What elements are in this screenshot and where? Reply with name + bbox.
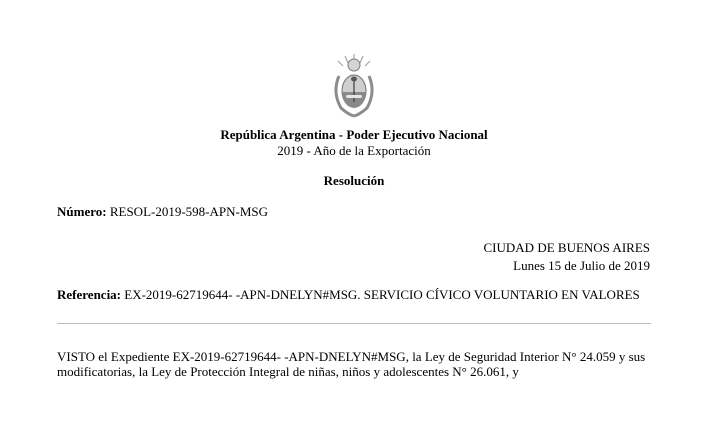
reference: [57, 287, 651, 302]
year-motto: 2019 - Año de la Exportación: [277, 143, 431, 158]
document-number-label: Número:: [57, 204, 107, 219]
date: Lunes 15 de Julio de 2019: [513, 258, 650, 273]
place-date-block: [484, 239, 650, 275]
issuer-title: República Argentina - Poder Ejecutivo Nacional: [220, 127, 488, 142]
document-type: Resolución: [323, 173, 385, 188]
visto-paragraph: VISTO el Expediente EX-2019-62719644- -APN-DNELYN#MSG, la Ley de Seguridad Interior N° 24.059 y sus modificatorias, la Ley de Protección Integral de niñas, niños y adolescentes N° 26.061, y: [57, 349, 646, 379]
document-number-value: RESOL-2019-598-APN-MSG: [109, 204, 269, 219]
reference-text: EX-2019-62719644- -APN-DNELYN#MSG. SERVICIO CÍVICO VOLUNTARIO EN VALORES: [124, 287, 640, 302]
city: CIUDAD DE BUENOS AIRES: [483, 240, 650, 255]
document-number: [57, 204, 268, 220]
divider: [57, 323, 651, 324]
reference-label: Referencia:: [57, 287, 122, 302]
coat-of-arms-icon: [329, 52, 379, 118]
